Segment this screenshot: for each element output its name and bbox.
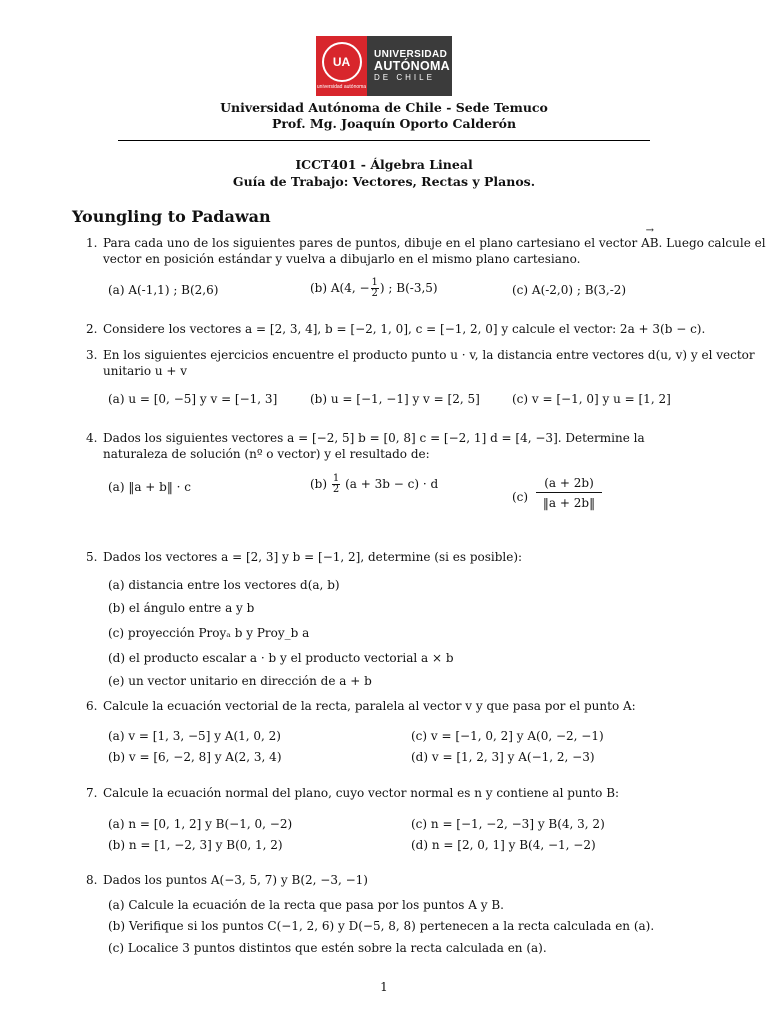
p5-item-c: (c) proyección Proyₐ b y Proy_b a — [108, 626, 310, 640]
p6-number: 6. — [86, 699, 98, 713]
section-title: Youngling to Padawan — [72, 207, 271, 226]
p1-item-b: (b) A(4, − $\frac{1}{2}$ ) ; B(-3,5) — [310, 277, 438, 299]
logo-red-block — [316, 36, 367, 96]
p8-item-c: (c) Localice 3 puntos distintos que estén sobre la recta calculada en (a). — [108, 941, 547, 955]
p4-item-a: (a) ‖a + b‖ · c — [108, 480, 192, 494]
p8-number: 8. — [86, 873, 98, 887]
p1-line1: Para cada uno de los siguientes pares de puntos, dibuje en el plano cartesiano el vector → AB. Luego calcule el — [103, 236, 766, 250]
p8-text: Dados los puntos A(−3, 5, 7) y B(2, −3, −1) — [103, 873, 368, 887]
p4-c-numerator: (a + 2b) — [536, 476, 602, 493]
p1-item-c: (c) A(-2,0) ; B(3,-2) — [512, 283, 627, 297]
p4-number: 4. — [86, 431, 98, 445]
p3-item-c: (c) v = [−1, 0] y u = [1, 2] — [512, 392, 671, 406]
logo-line2: AUTÓNOMA — [374, 59, 451, 73]
logo-small-text: universidad autónoma — [316, 84, 367, 90]
p7-item-c: (c) n = [−1, −2, −3] y B(4, 3, 2) — [411, 817, 605, 831]
logo-line1: UNIVERSIDAD — [374, 49, 448, 60]
p5-item-b: (b) el ángulo entre a y b — [108, 601, 255, 615]
p1-line2: vector en posición estándar y vuelva a dibujarlo en el mismo plano cartesiano. — [103, 252, 581, 266]
p5-text: Dados los vectores a = [2, 3] y b = [−1, 2], determine (si es posible): — [103, 550, 523, 564]
p4-line1: Dados los siguientes vectores a = [−2, 5] b = [0, 8] c = [−2, 1] d = [4, −3]. Determine la — [103, 431, 645, 445]
p4-item-c-fraction — [536, 476, 602, 510]
page-number: 1 — [380, 980, 388, 994]
p3-number: 3. — [86, 348, 98, 362]
p4-item-c-label: (c) — [512, 490, 529, 504]
p8-item-a: (a) Calcule la ecuación de la recta que pasa por los puntos A y B. — [108, 898, 504, 912]
guide-heading: Guía de Trabajo: Vectores, Rectas y Planos. — [232, 174, 536, 189]
p6-item-a: (a) v = [1, 3, −5] y A(1, 0, 2) — [108, 729, 281, 743]
logo-wordmark — [367, 36, 452, 96]
p6-item-d: (d) v = [1, 2, 3] y A(−1, 2, −3) — [411, 750, 595, 764]
p5-item-d: (d) el producto escalar a · b y el producto vectorial a × b — [108, 651, 454, 665]
ua-mark: UA — [322, 42, 362, 82]
professor-heading: Prof. Mg. Joaquín Oporto Calderón — [271, 116, 517, 131]
p3-item-a: (a) u = [0, −5] y v = [−1, 3] — [108, 392, 278, 406]
p7-item-b: (b) n = [1, −2, 3] y B(0, 1, 2) — [108, 838, 283, 852]
logo-line3: DE CHILE — [374, 73, 435, 82]
p4-item-b: (b) $\frac{1}{2}$ (a + 3b − c) · d — [310, 473, 439, 495]
p3-line2: unitario u + v — [103, 364, 188, 378]
p1-number: 1. — [86, 236, 98, 250]
p1-item-a: (a) A(-1,1) ; B(2,6) — [108, 283, 219, 297]
university-heading: Universidad Autónoma de Chile - Sede Temuco — [220, 100, 548, 115]
p7-number: 7. — [86, 786, 98, 800]
p7-item-a: (a) n = [0, 1, 2] y B(−1, 0, −2) — [108, 817, 293, 831]
p4-line2: naturaleza de solución (nº o vector) y el resultado de: — [103, 447, 430, 461]
university-logo — [316, 36, 452, 96]
header-divider — [118, 140, 650, 141]
p7-text: Calcule la ecuación normal del plano, cuyo vector normal es n y contiene al punto B: — [103, 786, 620, 800]
p6-item-b: (b) v = [6, −2, 8] y A(2, 3, 4) — [108, 750, 282, 764]
p3-item-b: (b) u = [−1, −1] y v = [2, 5] — [310, 392, 480, 406]
p2-text: Considere los vectores a = [2, 3, 4], b = [−2, 1, 0], c = [−1, 2, 0] y calcule el vector: 2a + 3(b − c). — [103, 322, 706, 336]
p1-vector-ab: → AB — [641, 236, 658, 250]
p5-number: 5. — [86, 550, 98, 564]
p6-text: Calcule la ecuación vectorial de la recta, paralela al vector v y que pasa por el punto A: — [103, 699, 636, 713]
p6-item-c: (c) v = [−1, 0, 2] y A(0, −2, −1) — [411, 729, 604, 743]
p5-item-e: (e) un vector unitario en dirección de a + b — [108, 674, 372, 688]
course-heading: ICCT401 - Álgebra Lineal — [295, 157, 473, 172]
p3-line1: En los siguientes ejercicios encuentre el producto punto u · v, la distancia entre vectores d(u, v) y el vector — [103, 348, 755, 362]
p8-item-b: (b) Verifique si los puntos C(−1, 2, 6) y D(−5, 8, 8) pertenecen a la recta calculada en (a). — [108, 919, 655, 933]
p7-item-d: (d) n = [2, 0, 1] y B(4, −1, −2) — [411, 838, 596, 852]
p2-number: 2. — [86, 322, 98, 336]
p4-c-denominator: ‖a + 2b‖ — [542, 496, 596, 510]
p5-item-a: (a) distancia entre los vectores d(a, b) — [108, 578, 340, 592]
